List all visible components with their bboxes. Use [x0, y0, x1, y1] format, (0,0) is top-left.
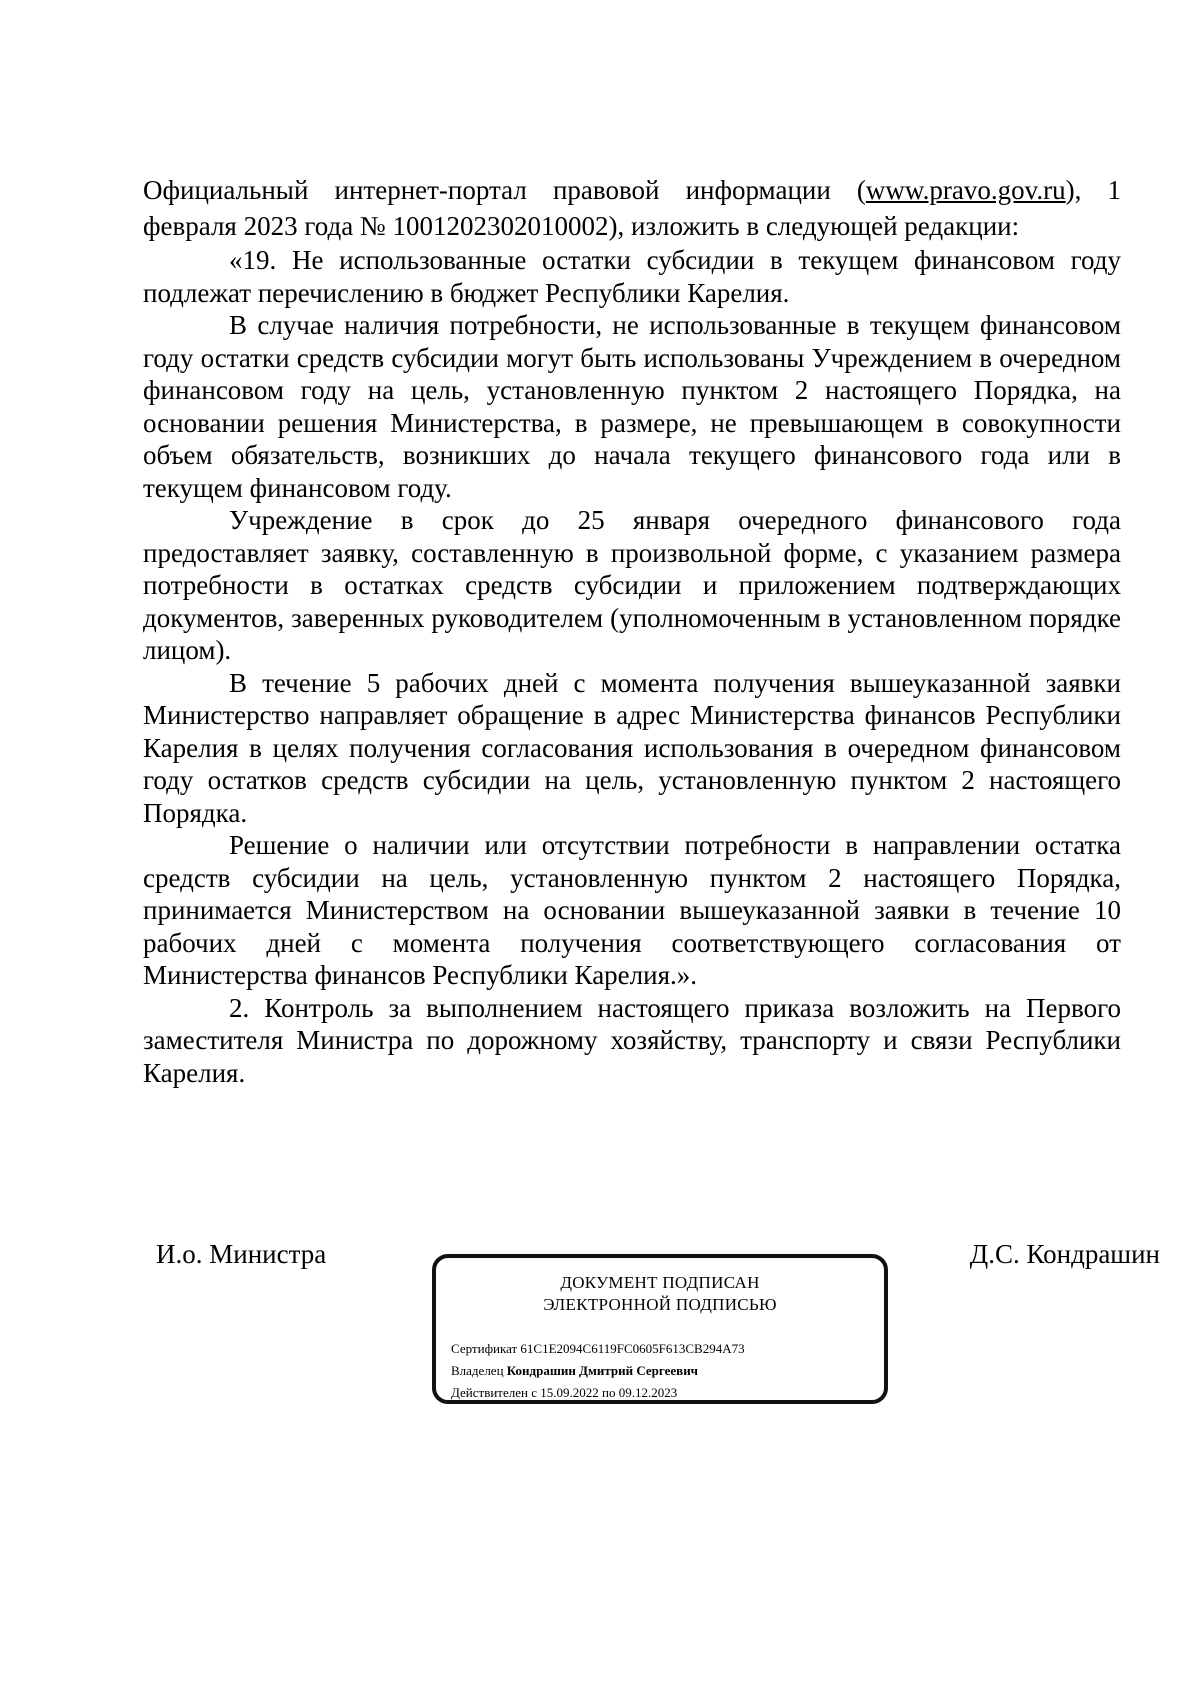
paragraph-application: Учреждение в срок до 25 января очередного финансового года предоставляет заявку, составленную в произвольной форме, с указанием размера потребности в остатках средств субсидии и приложением подтверждающих документов, заверенных руководителем (уполномоченным в установленном порядке лицом). [143, 505, 1121, 665]
paragraph-clause-19: «19. Не использованные остатки субсидии в текущем финансовом году подлежат перечислению в бюджет Республики Карелия. [143, 245, 1121, 308]
stamp-title [436, 1272, 884, 1316]
paragraph-intro-text-end: ), 1 февраля 2023 года № 1001202302010002), изложить в следующей редакции: [143, 175, 1121, 241]
stamp-owner-name: Кондрашин Дмитрий Сергеевич [506, 1363, 699, 1378]
paragraph-intro-text-start: Официальный интернет-портал правовой информации ( [143, 175, 866, 205]
document-body [143, 172, 1121, 1089]
paragraph-decision: Решение о наличии или отсутствии потребности в направлении остатка средств субсидии на цель, установленную пунктом 2 настоящего Порядка, принимается Министерством на основании вышеуказанной заявки в течение 10 рабочих дней с момента получения соответствующего согласования от Министерства финансов Республики Карелия.». [143, 830, 1121, 990]
stamp-certificate: Сертификат 61C1E2094C6119FC0605F613CB294A73 [451, 1341, 745, 1356]
paragraph-control: 2. Контроль за выполнением настоящего приказа возложить на Первого заместителя Министра по дорожному хозяйству, транспорту и связи Республики Карелия. [143, 992, 1121, 1088]
paragraph-need-case: В случае наличия потребности, не использованные в текущем финансовом году остатки средств субсидии могут быть использованы Учреждением в очередном финансовом году на цель, установленную пунктом 2 настоящего Порядка, на основании решения Министерства, в размере, не превышающем в совокупности объем обязательств, возникших до начала текущего финансового года или в текущем финансовом году. [143, 310, 1121, 503]
signatory-name: Д.С. Кондрашин [969, 1239, 1160, 1269]
stamp-validity: Действителен с 15.09.2022 по 09.12.2023 [451, 1385, 678, 1400]
stamp-details [451, 1338, 745, 1404]
paragraph-five-days: В течение 5 рабочих дней с момента получения вышеуказанной заявки Министерство направляет обращение в адрес Министерства финансов Республики Карелия в целях получения согласования использования в очередном финансовом году остатков средств субсидии на цель, установленную пунктом 2 настоящего Порядка. [143, 667, 1121, 828]
paragraph-intro [143, 172, 1121, 244]
electronic-signature-stamp [432, 1254, 888, 1404]
signatory-position: И.о. Министра [156, 1239, 327, 1269]
stamp-title-line1: ДОКУМЕНТ ПОДПИСАН [560, 1273, 760, 1292]
stamp-owner-label: Владелец [451, 1363, 504, 1378]
stamp-owner [451, 1360, 745, 1382]
stamp-title-line2: ЭЛЕКТРОННОЙ ПОДПИСЬЮ [543, 1295, 777, 1314]
pravo-gov-link[interactable]: www.pravo.gov.ru [865, 175, 1066, 205]
